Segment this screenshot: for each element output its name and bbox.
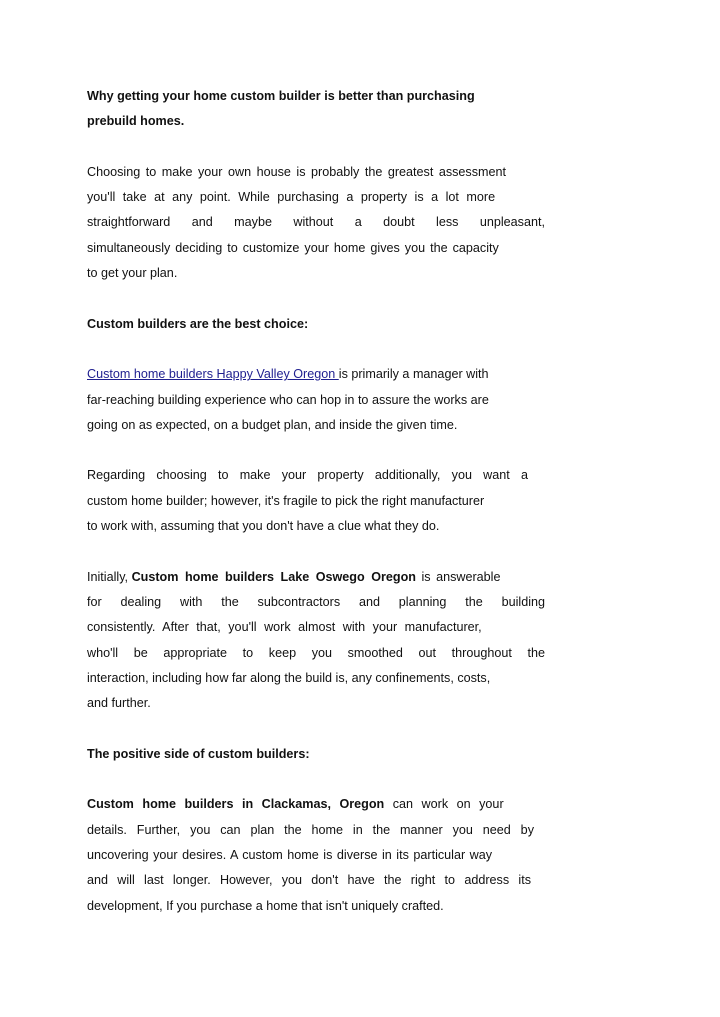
paragraph-clackamas	[87, 792, 545, 918]
paragraph-text: can work on your	[384, 797, 504, 812]
paragraph-line	[87, 362, 545, 387]
paragraph-line: details. Further, you can plan the home in the manner you need by	[87, 822, 534, 837]
paragraph-text: is primarily a manager with	[338, 367, 489, 382]
paragraph-text: is answerable	[415, 569, 501, 584]
paragraph-lake-oswego	[87, 565, 545, 717]
doc-title-line-2: prebuild homes.	[87, 114, 185, 129]
bold-phrase-clackamas: Custom home builders in Clackamas, Oregon	[87, 797, 385, 812]
intro-line: Choosing to make your own house is probably the greatest assessment	[87, 164, 507, 179]
paragraph-line: consistently. After that, you'll work almost with your manufacturer,	[87, 620, 482, 635]
document-page	[87, 84, 545, 919]
paragraph-line: to work with, assuming that you don't have a clue what they do.	[87, 519, 440, 534]
paragraph-line: far-reaching building experience who can hop in to assure the works are	[87, 392, 489, 407]
section-heading-positive-side: The positive side of custom builders:	[87, 746, 310, 761]
paragraph-line: and will last longer. However, you don't have the right to address its	[87, 873, 531, 888]
doc-title-line-1: Why getting your home custom builder is better than purchasing	[87, 89, 475, 103]
paragraph-line: development, If you purchase a home that isn't uniquely crafted.	[87, 898, 444, 913]
paragraph-line: who'll be appropriate to keep you smoothed out throughout the	[87, 645, 545, 660]
intro-line: simultaneously deciding to customize your home gives you the capacity	[87, 240, 499, 255]
section-heading-best-choice: Custom builders are the best choice:	[87, 316, 309, 331]
intro-line: straightforward and maybe without a doubt less unpleasant,	[87, 215, 545, 230]
paragraph-line	[87, 792, 545, 817]
paragraph-text: Initially,	[87, 569, 132, 584]
paragraph-line: Regarding choosing to make your property additionally, you want a	[87, 468, 528, 483]
link-happy-valley-builders[interactable]: Custom home builders Happy Valley Oregon	[87, 367, 339, 382]
intro-paragraph	[87, 160, 545, 286]
paragraph-line: custom home builder; however, it's fragile to pick the right manufacturer	[87, 493, 485, 508]
paragraph-happy-valley	[87, 362, 545, 438]
intro-line: to get your plan.	[87, 266, 178, 281]
intro-line: you'll take at any point. While purchasing a property is a lot more	[87, 190, 496, 205]
paragraph-regarding	[87, 463, 545, 539]
paragraph-line: for dealing with the subcontractors and planning the building	[87, 594, 545, 609]
paragraph-line: uncovering your desires. A custom home is diverse in its particular way	[87, 847, 493, 862]
paragraph-line	[87, 565, 545, 590]
paragraph-line: and further.	[87, 696, 151, 711]
paragraph-line: going on as expected, on a budget plan, and inside the given time.	[87, 417, 458, 432]
bold-phrase-lake-oswego: Custom home builders Lake Oswego Oregon	[131, 569, 416, 584]
paragraph-line: interaction, including how far along the build is, any confinements, costs,	[87, 670, 491, 685]
